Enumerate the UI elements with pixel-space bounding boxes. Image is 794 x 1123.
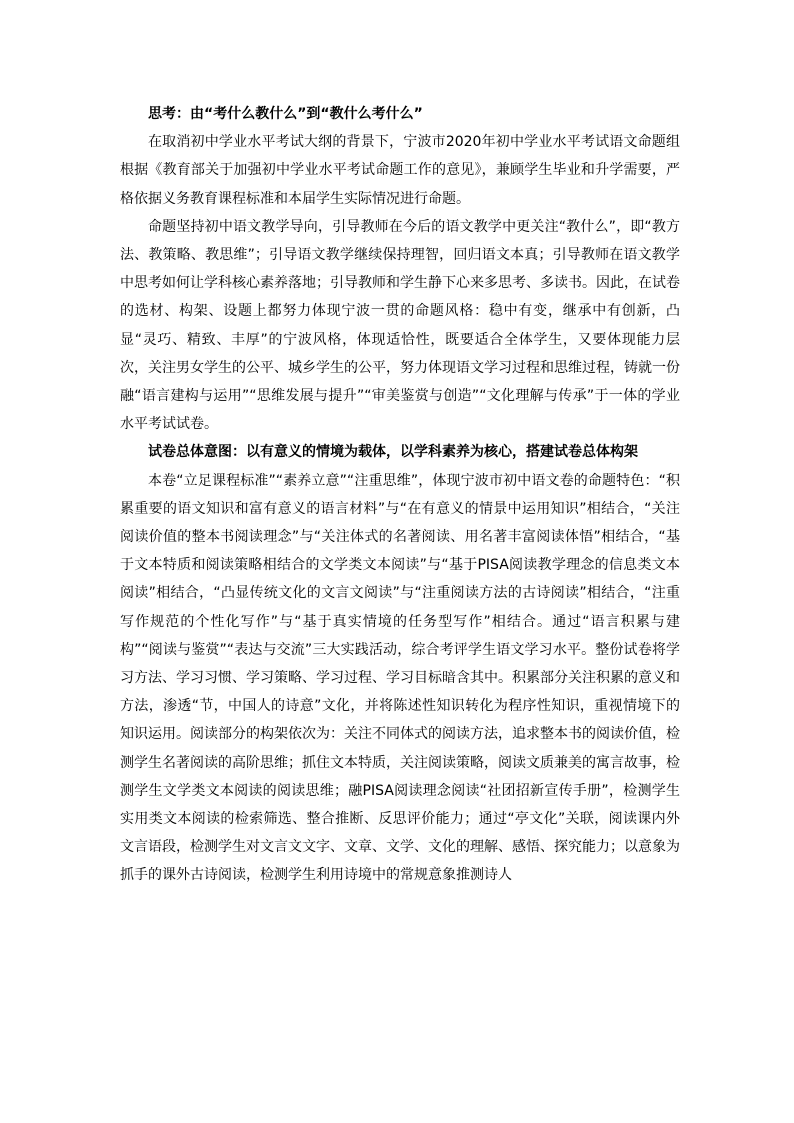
- paragraph-background: 在取消初中学业水平考试大纲的背景下，宁波市2020年初中学业水平考试语文命题组根据《教育部关于加强初中学业水平考试命题工作的意见》，兼顾学生毕业和升学需要，严格依据义务教育课程标准和本届学生实际情况进行命题。: [120, 134, 680, 207]
- document-page: [120, 100, 680, 890]
- section-heading-intent: 试卷总体意图：以有意义的情境为载体，以学科素养为核心，搭建试卷总体构架: [148, 444, 638, 461]
- paragraph-guidance: 命题坚持初中语文教学导向，引导教师在今后的语文教学中更关注“教什么”，即“教方法、教策略、教思维”；引导语文教学继续保持理智，回归语文本真；引导教师在语文教学中思考如何让学科核心素养落地；引导教师和学生静下心来多思考、多读书。因此，在试卷的选材、构架、设题上都努力体现宁波一贯的命题风格：稳中有变，继承中有创新，凸显“灵巧、精致、丰厚”的宁波风格，体现适恰性，既要适合全体学生，又要体现能力层次，关注男女学生的公平、城乡学生的公平，努力体现语文学习过程和思维过程，铸就一份融“语言建构与运用”“思维发展与提升”“审美鉴赏与创造”“文化理解与传承”于一体的学业水平考试试卷。: [120, 218, 680, 433]
- paragraph-structure: 本卷“立足课程标准”“素养立意”“注重思维”，体现宁波市初中语文卷的命题特色：“积累重要的语文知识和富有意义的语言材料”与“在有意义的情景中运用知识”相结合，“关注阅读价值的整本书阅读理念”与“关注体式的名著阅读、用名著丰富阅读体悟”相结合，“基于文本特质和阅读策略相结合的文学类文本阅读”与“基于PISA阅读教学理念的信息类文本阅读”相结合，“凸显传统文化的文言文阅读”与“注重阅读方法的古诗阅读”相结合，“注重写作规范的个性化写作”与“基于真实情境的任务型写作”相结合。通过“语言积累与建构”“阅读与鉴赏”“表达与交流”三大实践活动，综合考评学生语文学习水平。整份试卷将学习方法、学习习惯、学习策略、学习过程、学习目标暗含其中。积累部分关注积累的意义和方法，渗透“节，中国人的诗意”文化，并将陈述性知识转化为程序性知识，重视情境下的知识运用。阅读部分的构架依次为：关注不同体式的阅读方法，追求整本书的阅读价值，检测学生名著阅读的高阶思维；抓住文本特质，关注阅读策略，阅读文质兼美的寓言故事，检测学生文学类文本阅读的阅读思维；融PISA阅读理念阅读“社团招新宣传手册”，检测学生实用类文本阅读的检索筛选、整合推断、反思评价能力；通过“亭文化”关联，阅读课内外文言语段，检测学生对文言文文字、文章、文学、文化的理解、感悟、探究能力；以意象为抓手的课外古诗阅读，检测学生利用诗境中的常规意象推测诗人: [120, 472, 680, 884]
- section-heading-thinking: 思考：由“考什么教什么”到“教什么考什么”: [148, 106, 423, 122]
